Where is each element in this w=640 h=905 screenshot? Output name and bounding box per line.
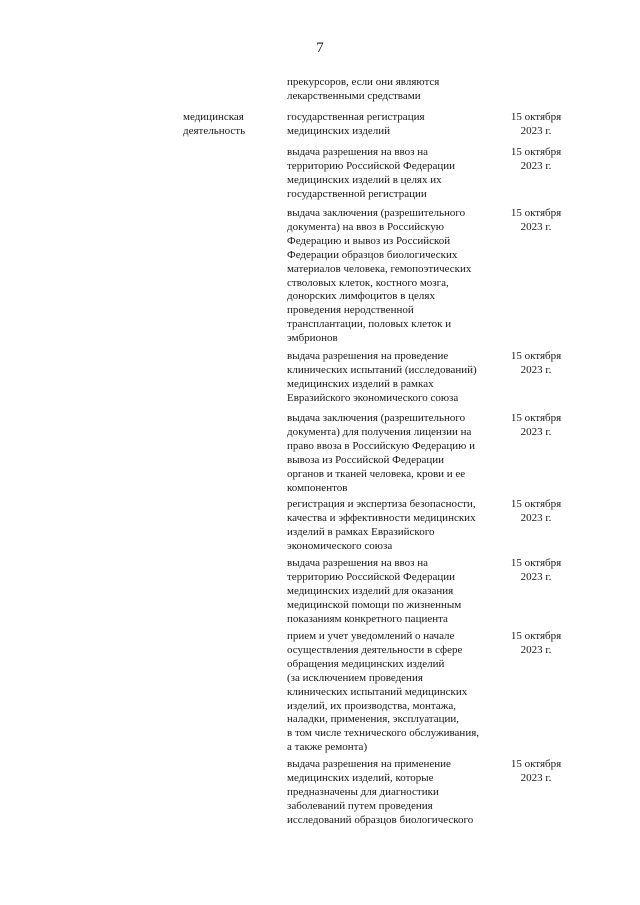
service-description-line: органов и тканей человека, крови и ее bbox=[287, 467, 466, 480]
service-description-line: выдача заключения (разрешительного bbox=[287, 412, 466, 424]
service-description-line: трансплантации, половых клеток и bbox=[287, 318, 452, 331]
effective-date bbox=[500, 412, 572, 440]
effective-date-line: 2023 г. bbox=[520, 643, 552, 656]
service-description-line: в том числе технического обслуживания, bbox=[287, 727, 480, 740]
service-description-line: вывоза из Российской Федерации bbox=[287, 453, 445, 466]
intro-text-line: лекарственными средствами bbox=[287, 89, 421, 102]
service-description-line: клинических испытаний медицинских bbox=[287, 685, 468, 698]
service-description-line: медицинской помощи по жизненным bbox=[287, 598, 462, 611]
service-description-line: документа) для получения лицензии на bbox=[287, 425, 472, 438]
service-description-line: а также ремонта) bbox=[287, 741, 368, 754]
service-description-line: осуществления деятельности в сфере bbox=[287, 643, 463, 656]
service-description-line: выдача разрешения на ввоз на bbox=[287, 146, 429, 158]
effective-date-line: 15 октября bbox=[510, 630, 562, 642]
effective-date bbox=[500, 111, 572, 139]
service-description-line: (за исключением проведения bbox=[287, 671, 423, 684]
effective-date-line: 2023 г. bbox=[520, 124, 552, 137]
service-description-line: клинических испытаний (исследований) bbox=[287, 363, 477, 376]
service-description-line: Федерации образцов биологических bbox=[287, 248, 458, 261]
effective-date-line: 2023 г. bbox=[520, 570, 552, 583]
effective-date-line: 15 октября bbox=[510, 207, 562, 219]
effective-date bbox=[500, 630, 572, 658]
service-description-line: компонентов bbox=[287, 481, 348, 494]
effective-date-line: 2023 г. bbox=[520, 159, 552, 172]
service-description-line: показаниям конкретного пациента bbox=[287, 612, 448, 625]
service-description-line: изделий, их производства, монтажа, bbox=[287, 699, 456, 712]
service-description-line: донорских лимфоцитов в целях bbox=[287, 290, 435, 303]
service-description-line: выдача разрешения на применение bbox=[287, 758, 451, 770]
effective-date bbox=[500, 350, 572, 378]
service-description-line: исследований образцов биологического bbox=[287, 813, 474, 826]
effective-date-line: 15 октября bbox=[510, 498, 562, 510]
service-description-line: выдача разрешения на ввоз на bbox=[287, 557, 429, 569]
intro-text-line: прекурсоров, если они являются bbox=[287, 76, 440, 88]
service-description-line: территорию Российской Федерации bbox=[287, 159, 456, 172]
effective-date bbox=[500, 498, 572, 526]
service-description-line: государственной регистрации bbox=[287, 187, 427, 200]
effective-date-line: 2023 г. bbox=[520, 771, 552, 784]
service-description-line: материалов человека, гемопоэтических bbox=[287, 262, 472, 275]
category-label-line: деятельность bbox=[183, 124, 246, 137]
service-description-line: государственная регистрация bbox=[287, 111, 425, 123]
effective-date-line: 15 октября bbox=[510, 146, 562, 158]
service-description-line: прием и учет уведомлений о начале bbox=[287, 630, 455, 642]
service-description-line: стволовых клеток, костного мозга, bbox=[287, 276, 449, 289]
service-description-line: право ввоза в Российскую Федерацию и bbox=[287, 439, 475, 452]
service-description-line: проведения неродственной bbox=[287, 304, 414, 317]
page-number: 7 bbox=[316, 40, 324, 56]
service-description-line: Евразийского экономического союза bbox=[287, 391, 459, 404]
effective-date-line: 15 октября bbox=[510, 557, 562, 569]
service-description-line: изделий в рамках Евразийского bbox=[287, 525, 435, 538]
service-description-line: обращения медицинских изделий bbox=[287, 657, 445, 670]
effective-date-line: 2023 г. bbox=[520, 511, 552, 524]
service-description-line: выдача разрешения на проведение bbox=[287, 350, 449, 362]
service-description-line: документа) на ввоз в Российскую bbox=[287, 220, 444, 233]
service-description-line: эмбрионов bbox=[287, 332, 338, 345]
effective-date-line: 15 октября bbox=[510, 412, 562, 424]
service-description-line: выдача заключения (разрешительного bbox=[287, 207, 466, 219]
service-description-line: медицинских изделий bbox=[287, 124, 390, 137]
service-description-line: медицинских изделий в целях их bbox=[287, 173, 442, 186]
service-description-line: качества и эффективности медицинских bbox=[287, 511, 476, 524]
service-description-line: регистрация и экспертиза безопасности, bbox=[287, 498, 476, 510]
effective-date-line: 2023 г. bbox=[520, 425, 552, 438]
category-label-line: медицинская bbox=[183, 111, 244, 123]
effective-date bbox=[500, 557, 572, 585]
service-description-line: медицинских изделий в рамках bbox=[287, 377, 434, 390]
effective-date-line: 15 октября bbox=[510, 111, 562, 123]
effective-date-line: 2023 г. bbox=[520, 363, 552, 376]
effective-date-line: 2023 г. bbox=[520, 220, 552, 233]
service-description-line: заболеваний путем проведения bbox=[287, 799, 433, 812]
service-description-line: предназначены для диагностики bbox=[287, 785, 439, 798]
service-description-line: Федерацию и вывоз из Российской bbox=[287, 234, 451, 247]
service-description-line: экономического союза bbox=[287, 539, 393, 552]
effective-date-line: 15 октября bbox=[510, 350, 562, 362]
effective-date bbox=[500, 146, 572, 174]
service-description-line: медицинских изделий для оказания bbox=[287, 584, 454, 597]
service-description-line: территорию Российской Федерации bbox=[287, 570, 456, 583]
effective-date bbox=[500, 207, 572, 235]
service-description-line: наладки, применения, эксплуатации, bbox=[287, 713, 460, 726]
effective-date-line: 15 октября bbox=[510, 758, 562, 770]
effective-date bbox=[500, 758, 572, 786]
service-description-line: медицинских изделий, которые bbox=[287, 771, 434, 784]
